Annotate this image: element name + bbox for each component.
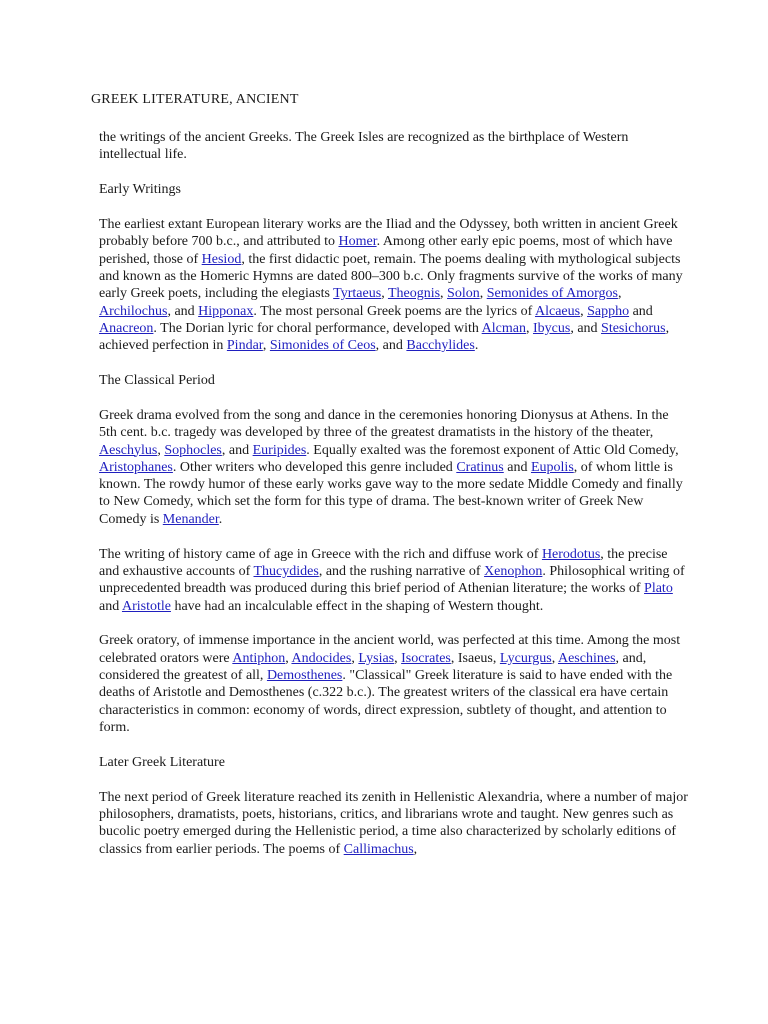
text-run: , the first didactic poet, remain. The poems dealing with mythological subjects and known as the Homeric Hymns are dated 800–300 b.c. Only fragments survive of the works of many early Greek poets, including the elegiasts (99, 251, 683, 302)
text-run: Early Writings (99, 182, 181, 198)
text-run: The writing of history came of age in Greece with the rich and diffuse work of (99, 546, 542, 562)
paragraph (99, 546, 689, 615)
text-run: have had an incalculable effect in the shaping of Western thought. (170, 598, 544, 614)
text-run: . The most personal Greek poems are the lyrics of (253, 303, 535, 319)
text-run: The Classical Period (99, 373, 215, 389)
article-link[interactable]: Lysias (358, 650, 395, 666)
text-run: , the precise and exhaustive accounts of (99, 546, 668, 579)
article-link[interactable]: Euripides (252, 442, 307, 458)
text-run: , (157, 442, 165, 458)
text-run: and (99, 598, 122, 614)
text-run: Greek drama evolved from the song and dance in the ceremonies honoring Dionysus at Athens. In the 5th cent. b.c. tragedy was developed by three of the greatest dramatists in the history of the theater, (99, 407, 669, 441)
text-run: , and (167, 303, 199, 319)
text-run: , (479, 286, 487, 302)
text-run: and (629, 303, 653, 319)
article-link[interactable]: Thucydides (253, 563, 319, 579)
text-run: , achieved perfection in (99, 320, 670, 354)
article-link[interactable]: Eupolis (530, 459, 574, 475)
text-run: The next period of Greek literature reached its zenith in Hellenistic Alexandria, where a number of major philosophers, dramatists, poets, historians, critics, and librarians wrote and taught. New genres such as bucolic poetry emerged during the Hellenistic period, a time also characterized by scholarly editions of classics from earlier periods. The poems of (99, 789, 688, 857)
text-run: . "Classical" Greek literature is said to have ended with the deaths of Aristotle and Demosthenes (c.322 b.c.). The greatest writers of the classical era have certain characteristics in common: economy of words, direct expression, subtlety of thought, and attention to form. (99, 667, 673, 735)
text-run: , (413, 841, 418, 857)
text-run: , (394, 650, 402, 666)
article-link[interactable]: Plato (644, 581, 673, 597)
text-run: . Equally exalted was the foremost exponent of Attic Old Comedy, (306, 442, 679, 458)
article-link[interactable]: Aeschines (557, 650, 616, 666)
text-run: , Isaeus, (450, 650, 500, 666)
article-link[interactable]: Bacchylides (406, 338, 475, 354)
section-heading (99, 372, 689, 389)
article-link[interactable]: Anacreon (99, 320, 154, 336)
paragraph (99, 632, 689, 736)
article-link[interactable]: Semonides of Amorgos (486, 286, 618, 302)
article-link[interactable]: Lycurgus (499, 650, 552, 666)
text-run: , (381, 286, 388, 302)
text-run: , (440, 286, 448, 302)
article-link[interactable]: Demosthenes (266, 667, 343, 683)
text-run: , (285, 650, 292, 666)
text-run: Later Greek Literature (99, 754, 225, 770)
article-link[interactable]: Ibycus (532, 320, 571, 336)
text-run: The earliest extant European literary works are the Iliad and the Odyssey, both written in ancient Greek probably before 700 b.c., and attributed to (99, 217, 678, 250)
article-link[interactable]: Menander (162, 511, 219, 527)
article-link[interactable]: Sophocles (164, 442, 222, 458)
text-run: Greek oratory, of immense importance in the ancient world, was perfected at this time. Among the most celebrated orators were (99, 633, 681, 666)
article-link[interactable]: Tyrtaeus (333, 286, 382, 302)
article-body (99, 129, 689, 875)
paragraph (99, 129, 689, 164)
text-run: , (580, 303, 588, 319)
text-run: . (474, 338, 479, 354)
article-link[interactable]: Solon (447, 286, 480, 302)
text-run: , (617, 286, 622, 302)
text-run: . (218, 511, 223, 527)
text-run: . The Dorian lyric for choral performance, developed with (153, 320, 482, 336)
text-run: , and, considered the greatest of all, (99, 650, 647, 683)
article-link[interactable]: Hipponax (198, 303, 254, 319)
text-run: , (525, 320, 533, 336)
text-run: . Among other early epic poems, most of which have perished, those of (99, 234, 673, 267)
article-link[interactable]: Simonides of Ceos (269, 338, 376, 354)
text-run: . Other writers who developed this genre included (172, 459, 457, 475)
article-link[interactable]: Andocides (291, 650, 352, 666)
article-link[interactable]: Homer (338, 234, 377, 250)
text-run: , (551, 650, 558, 666)
text-run: , (351, 650, 359, 666)
article-link[interactable]: Isocrates (401, 650, 451, 666)
text-run: , and (570, 320, 602, 336)
paragraph (99, 407, 689, 528)
article-link[interactable]: Sappho (587, 303, 630, 319)
text-run: , and (221, 442, 253, 458)
article-link[interactable]: Herodotus (541, 546, 601, 562)
article-link[interactable]: Hesiod (201, 251, 242, 267)
article-link[interactable]: Pindar (226, 338, 263, 354)
section-heading (99, 181, 689, 198)
section-heading (99, 754, 689, 771)
article-link[interactable]: Antiphon (232, 650, 286, 666)
article-link[interactable]: Archilochus (99, 303, 168, 319)
paragraph (99, 789, 689, 858)
article-link[interactable]: Alcman (481, 320, 526, 336)
text-run: , and (375, 338, 407, 354)
article-link[interactable]: Xenophon (484, 563, 543, 579)
text-run: the writings of the ancient Greeks. The Greek Isles are recognized as the birthplace of Western intellectual life. (99, 130, 629, 163)
article-link[interactable]: Theognis (387, 286, 441, 302)
text-run: , and the rushing narrative of (318, 563, 485, 579)
article-link[interactable]: Stesichorus (601, 320, 666, 336)
article-link[interactable]: Callimachus (343, 841, 414, 857)
article-link[interactable]: Aeschylus (99, 442, 158, 458)
paragraph (99, 216, 689, 354)
page-title: GREEK LITERATURE, ANCIENT (91, 92, 299, 107)
article-link[interactable]: Alcaeus (534, 303, 581, 319)
text-run: . Philosophical writing of unprecedented breadth was produced during this brief period of Athenian literature; the works of (99, 563, 685, 597)
article-link[interactable]: Aristotle (121, 598, 171, 614)
article-link[interactable]: Aristophanes (99, 459, 173, 475)
text-run: , of whom little is known. The rowdy humor of these early works gave way to the more sedate Middle Comedy and finally to New Comedy, which set the form for this type of drama. The best-known writer of Greek New Comedy is (99, 459, 683, 527)
text-run: and (503, 459, 531, 475)
article-link[interactable]: Cratinus (456, 459, 504, 475)
text-run: , (262, 338, 270, 354)
